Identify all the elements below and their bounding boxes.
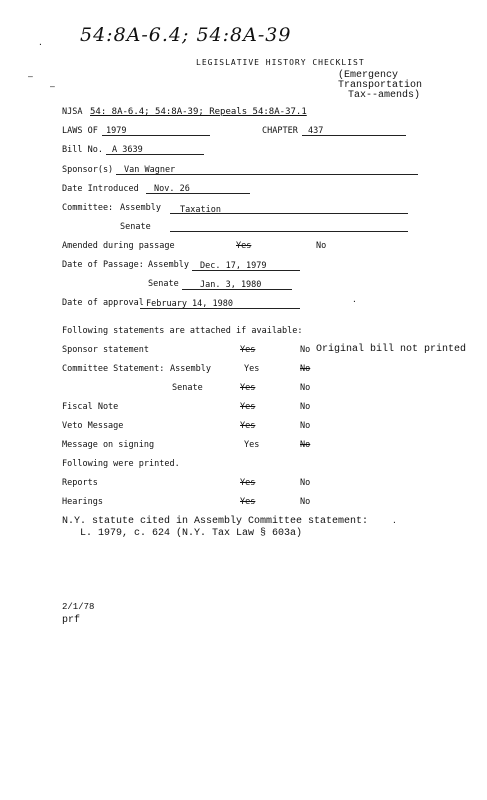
sponsor-label: Sponsor(s) (62, 165, 114, 175)
citation-line-2: L. 1979, c. 624 (N.Y. Tax Law § 603a) (80, 528, 303, 539)
attached-intro: Following statements are attached if available: (62, 326, 303, 336)
veto-message-no: No (300, 421, 311, 431)
citation-line-1: N.Y. statute cited in Assembly Committee statement: (62, 516, 369, 527)
handwritten-header: 54:8A-6.4; 54:8A-39 (80, 24, 292, 46)
stray-mark: · (352, 297, 357, 306)
stray-mark: – (50, 82, 55, 91)
hearings-label: Hearings (62, 497, 103, 507)
hearings-no: No (300, 497, 311, 507)
message-on-signing-label: Message on signing (62, 440, 155, 450)
sponsor-underline (116, 174, 418, 175)
stray-mark: – (28, 72, 33, 81)
note-line-2: Tax--amends) (348, 90, 421, 101)
committee-statement-assembly-no: No (300, 364, 311, 374)
committee-statement-label: Committee Statement: (62, 364, 165, 374)
committee-statement-senate: Senate (172, 383, 203, 393)
reports-label: Reports (62, 478, 98, 488)
date-of-passage-label: Date of Passage: (62, 260, 144, 270)
veto-message-label: Veto Message (62, 421, 124, 431)
fiscal-note-label: Fiscal Note (62, 402, 119, 412)
amended-label: Amended during passage (62, 241, 175, 251)
bill-no-label: Bill No. (62, 145, 103, 155)
footer-initials: prf (62, 615, 81, 626)
date-of-approval-underline (140, 308, 300, 309)
committee-assembly-label: Assembly (120, 203, 161, 213)
date-of-approval-value: February 14, 1980 (146, 299, 233, 309)
message-on-signing-no: No (300, 440, 311, 450)
amended-no: No (316, 241, 327, 251)
veto-message-yes: Yes (240, 421, 256, 431)
sponsor-value: Van Wagner (124, 165, 176, 175)
stray-mark: · (392, 518, 397, 527)
passage-assembly-underline (192, 270, 300, 271)
chapter-underline (302, 135, 406, 136)
passage-assembly-value: Dec. 17, 1979 (200, 261, 267, 271)
date-introduced-underline (146, 193, 250, 194)
passage-senate-label: Senate (148, 279, 179, 289)
committee-statement-senate-yes: Yes (240, 383, 256, 393)
footer-date: 2/1/78 (62, 602, 95, 612)
date-introduced-value: Nov. 26 (154, 184, 190, 194)
date-of-approval-label: Date of approval (62, 298, 144, 308)
stray-mark: · (38, 40, 43, 49)
note-line-1: (Emergency Transportation (338, 70, 423, 91)
sponsor-statement-no: No (300, 345, 311, 355)
passage-assembly-label: Assembly (148, 260, 189, 270)
sponsor-statement-note: Original bill not printed (316, 344, 467, 355)
njsa-value: 54: 8A-6.4; 54:8A-39; Repeals 54:8A-37.1 (90, 107, 307, 117)
document-title: LEGISLATIVE HISTORY CHECKLIST (196, 58, 365, 67)
sponsor-statement-label: Sponsor statement (62, 345, 149, 355)
amended-yes: Yes (236, 241, 252, 251)
chapter-label: CHAPTER (262, 126, 298, 136)
message-on-signing-yes: Yes (244, 440, 260, 450)
laws-of-underline (102, 135, 210, 136)
committee-senate-label: Senate (120, 222, 151, 232)
njsa-label: NJSA (62, 107, 83, 117)
hearings-yes: Yes (240, 497, 256, 507)
laws-of-value: 1979 (106, 126, 127, 136)
reports-no: No (300, 478, 311, 488)
committee-assembly-value: Taxation (180, 205, 221, 215)
passage-senate-value: Jan. 3, 1980 (200, 280, 262, 290)
committee-statement-assembly: Assembly (170, 364, 211, 374)
fiscal-note-yes: Yes (240, 402, 256, 412)
committee-label: Committee: (62, 203, 114, 213)
laws-of-label: LAWS OF (62, 126, 98, 136)
committee-statement-senate-no: No (300, 383, 311, 393)
bill-no-underline (106, 154, 204, 155)
chapter-value: 437 (308, 126, 324, 136)
committee-assembly-underline (170, 213, 408, 214)
committee-statement-assembly-yes: Yes (244, 364, 260, 374)
printed-intro: Following were printed. (62, 459, 180, 469)
committee-senate-underline (170, 231, 408, 232)
fiscal-note-no: No (300, 402, 311, 412)
passage-senate-underline (182, 289, 292, 290)
bill-no-value: A 3639 (112, 145, 143, 155)
sponsor-statement-yes: Yes (240, 345, 256, 355)
date-introduced-label: Date Introduced (62, 184, 139, 194)
bill-subject-note (338, 71, 487, 101)
reports-yes: Yes (240, 478, 256, 488)
